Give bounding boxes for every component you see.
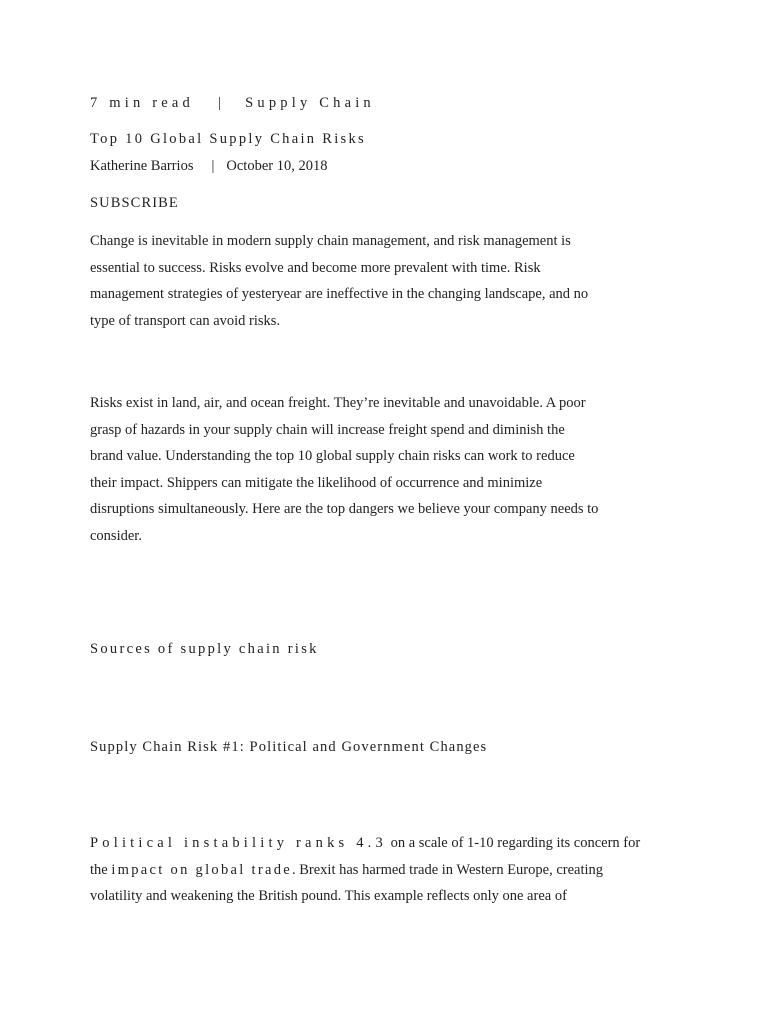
byline: [90, 157, 327, 175]
political-paragraph: [90, 830, 682, 910]
plain-text: . Brexit has harmed trade in Western Europe, creating: [292, 861, 604, 878]
paragraph-line: their impact. Shippers can mitigate the likelihood of occurrence and minimize: [90, 474, 543, 491]
paragraph-line: Change is inevitable in modern supply chain management, and risk management is: [90, 233, 571, 249]
paragraph-line: Risks exist in land, air, and ocean freight. They’re inevitable and unavoidable. A poor: [90, 395, 586, 411]
spaced-text: impact on global trade: [111, 861, 292, 878]
paragraph-line: [90, 830, 682, 857]
paragraph-line: disruptions simultaneously. Here are the top dangers we believe your company needs to: [90, 501, 599, 518]
article-meta-line: [90, 94, 375, 112]
paragraph-line: brand value. Understanding the top 10 global supply chain risks can work to reduce: [90, 448, 575, 465]
plain-text: on a scale of 1-10 regarding its concern for: [386, 835, 641, 851]
read-time: 7 min read: [90, 95, 195, 111]
section-heading: Sources of supply chain risk: [90, 641, 319, 657]
spaced-text: Political instability ranks 4.3: [90, 835, 387, 851]
paragraph-line: management strategies of yesteryear are ineffective in the changing landscape, and no: [90, 286, 589, 303]
category-link[interactable]: Supply Chain: [245, 95, 375, 111]
plain-text: the: [90, 861, 112, 878]
article-title: Top 10 Global Supply Chain Risks: [90, 131, 366, 147]
author-name[interactable]: Katherine Barrios: [90, 158, 194, 174]
subscribe-link[interactable]: SUBSCRIBE: [90, 195, 179, 211]
byline-separator: |: [211, 158, 215, 174]
paragraph-line: essential to success. Risks evolve and become more prevalent with time. Risk: [90, 259, 541, 276]
paragraph-line: grasp of hazards in your supply chain will increase freight spend and diminish the: [90, 421, 565, 438]
paragraph-line: volatility and weakening the British pound. This example reflects only one area of: [90, 888, 567, 905]
risk-1-heading: Supply Chain Risk #1: Political and Government Changes: [90, 739, 488, 755]
intro-paragraph: [90, 228, 682, 334]
publish-date: October 10, 2018: [226, 158, 328, 174]
paragraph-line: type of transport can avoid risks.: [90, 312, 281, 329]
paragraph-line: consider.: [90, 527, 142, 544]
risks-paragraph: [90, 390, 682, 550]
meta-separator: |: [218, 95, 226, 111]
paragraph-line: [90, 857, 682, 884]
